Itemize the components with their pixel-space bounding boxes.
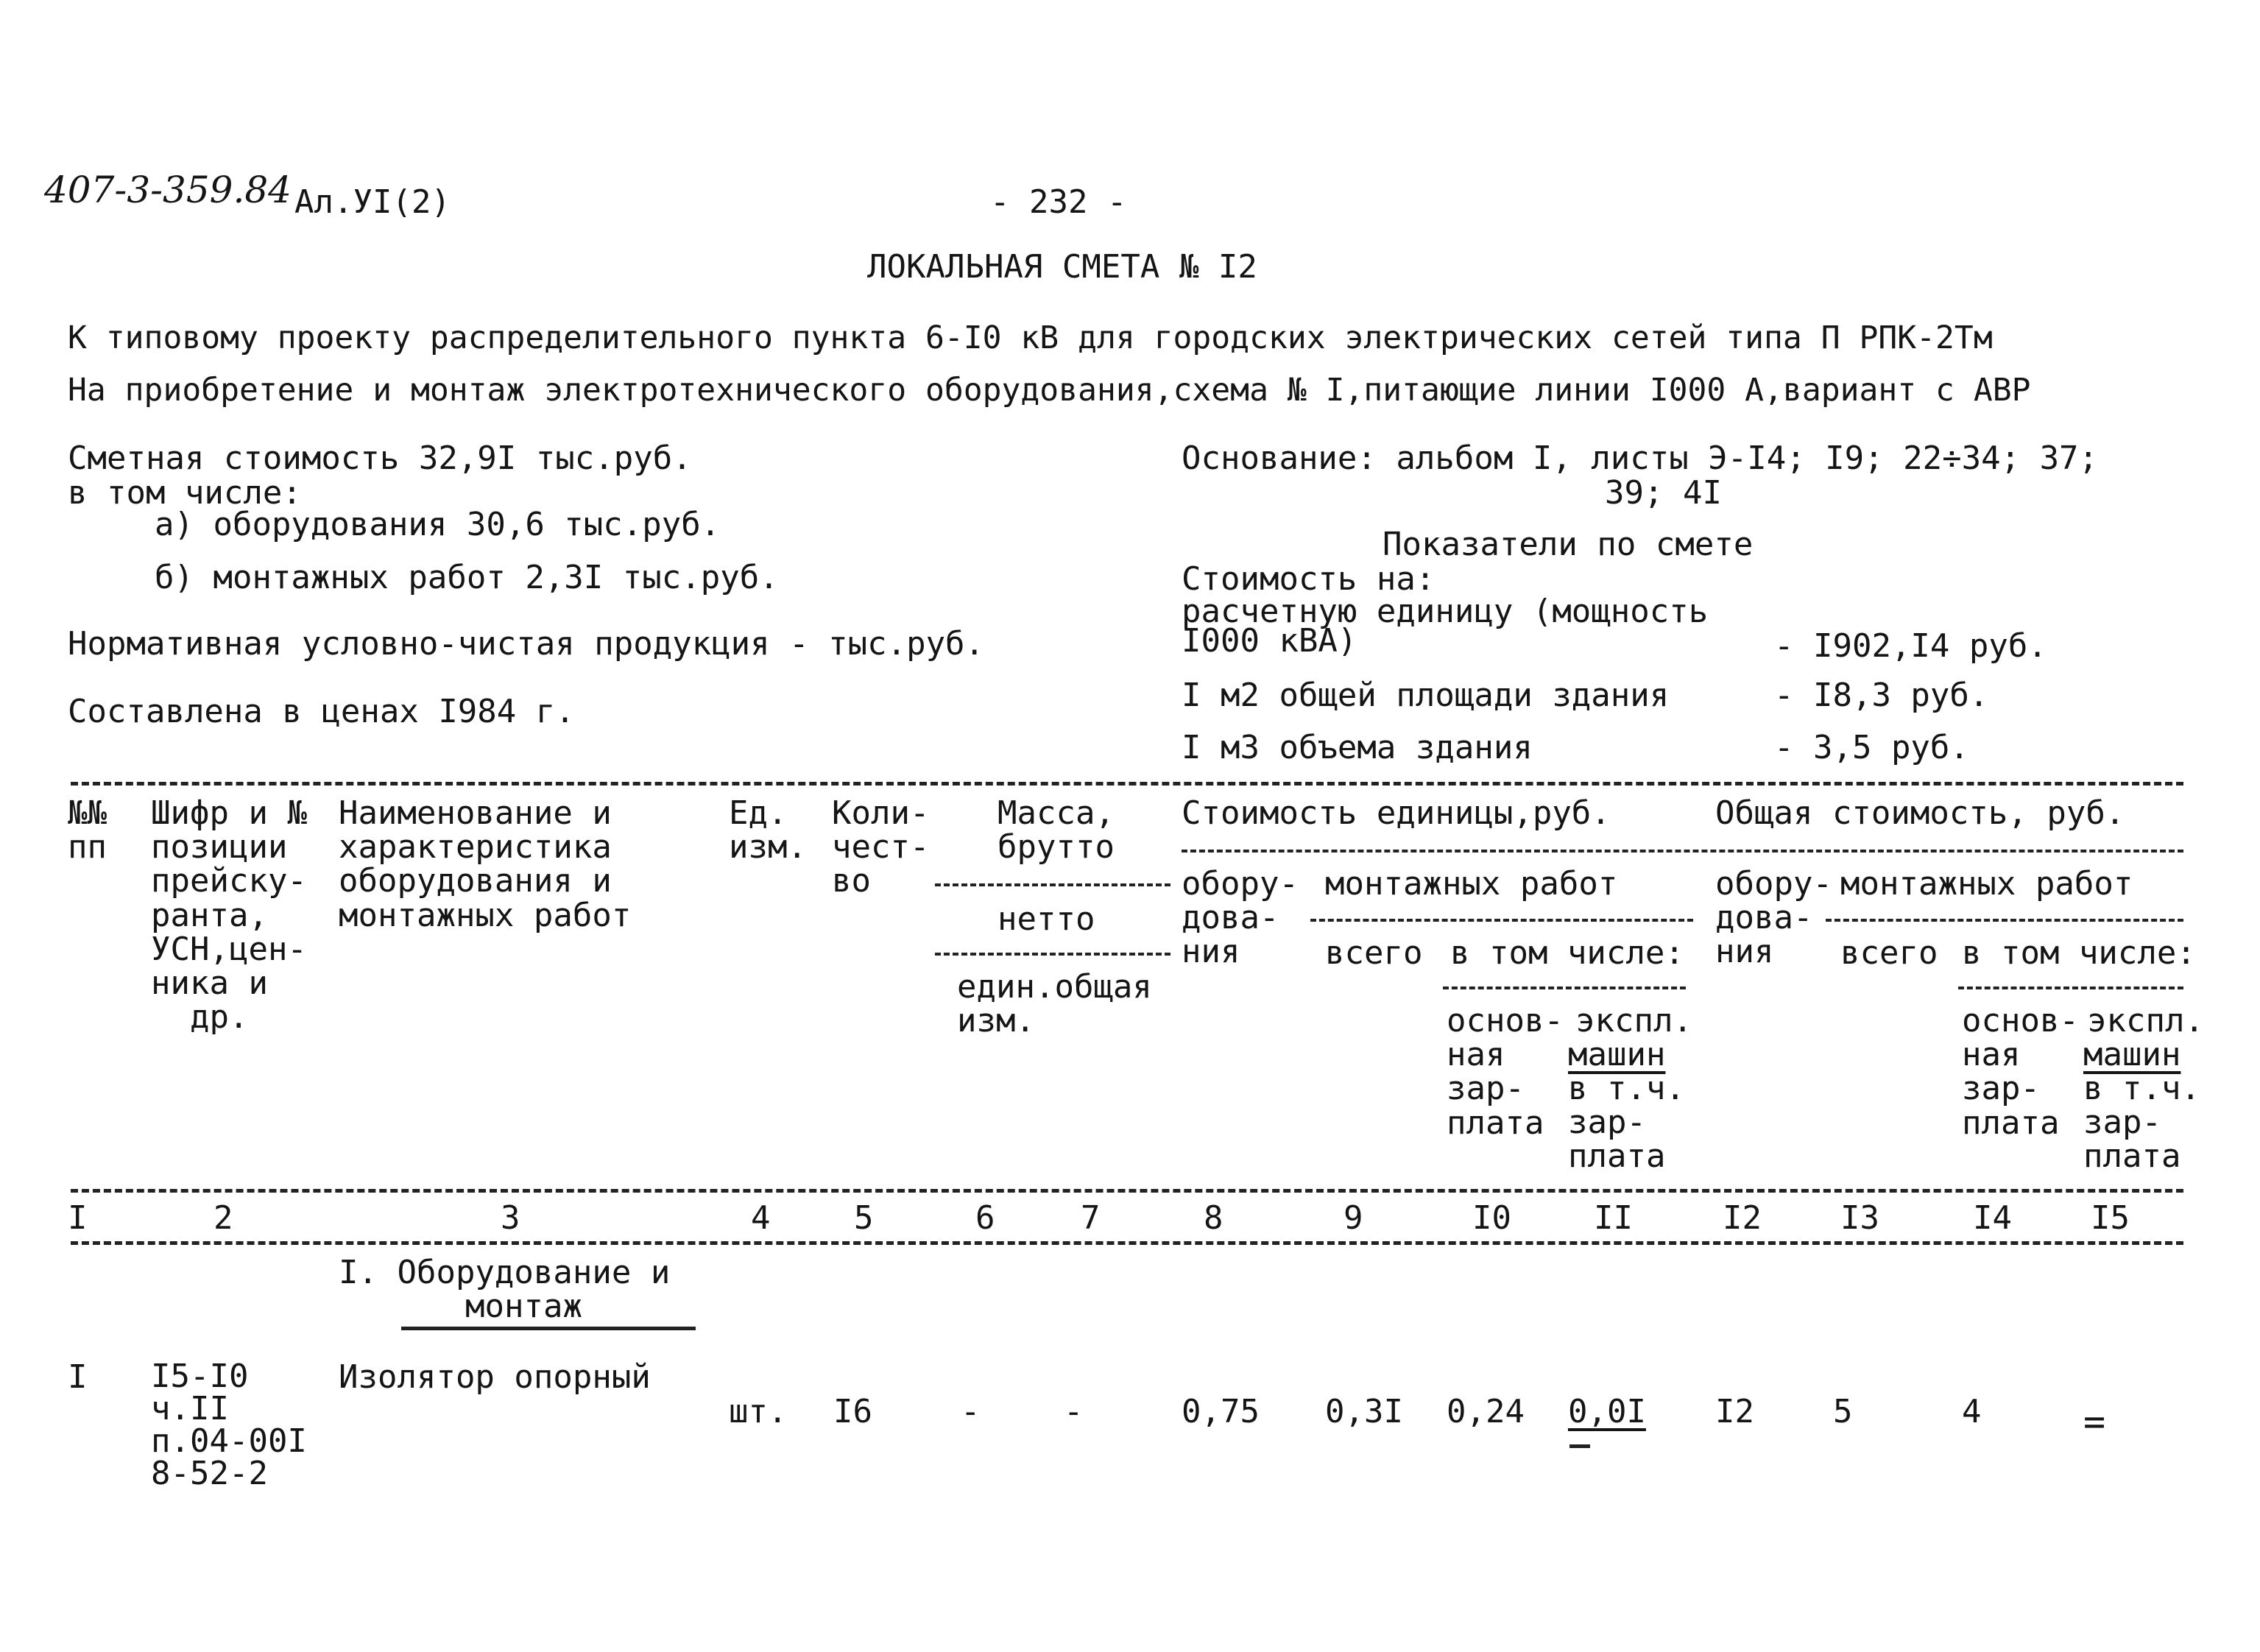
header-incl-unit: в том числе: xyxy=(1450,934,1684,972)
row-machines-dash xyxy=(1569,1444,1590,1448)
netto-divider xyxy=(935,953,1170,956)
subtitle-line-1: К типовому проекту распределительного пункта 6-I0 кВ для городских электрических сетей типа П РПК-2Тм xyxy=(68,320,1993,356)
document-title: ЛОКАЛЬНАЯ СМЕТА № I2 xyxy=(867,248,1257,286)
header-machines-label-unit: экспл. xyxy=(1575,1002,1692,1039)
table-top-rule xyxy=(71,782,2183,786)
installation-divider-total xyxy=(1826,919,2183,922)
column-number: I0 xyxy=(1472,1199,1511,1237)
column-number: I5 xyxy=(2091,1199,2130,1237)
header-wage-unit: основ- ная зар- плата xyxy=(1447,1002,1564,1142)
row-wage-total: 4 xyxy=(1962,1393,1982,1430)
header-code: Шифр и № позиции прейску- ранта, УСН,цен- ника и др. xyxy=(151,794,307,1037)
header-installation-total: монтажных работ xyxy=(1840,865,2133,903)
header-machines-rest-total: в т.ч. зар- плата xyxy=(2083,1070,2200,1176)
header-machines-label-total: экспл. xyxy=(2087,1002,2204,1039)
volume-value: - 3,5 руб. xyxy=(1774,729,1969,766)
cost-per-label: Стоимость на: xyxy=(1182,560,1436,598)
row-unit: шт. xyxy=(729,1393,788,1430)
column-number: 7 xyxy=(1081,1199,1101,1237)
column-number: 6 xyxy=(975,1199,995,1237)
header-machines-rest-unit: в т.ч. зар- плата xyxy=(1568,1070,1685,1176)
header-mass-unit: един.общая изм. xyxy=(957,968,1152,1040)
section-title-sub: монтаж xyxy=(465,1288,582,1325)
column-number: 8 xyxy=(1204,1199,1223,1237)
column-number: I xyxy=(68,1199,88,1237)
row-equipment-unit: 0,75 xyxy=(1182,1393,1260,1430)
area-value: - I8,3 руб. xyxy=(1774,677,1989,714)
indicators-title: Показатели по смете xyxy=(1383,526,1754,563)
equipment-cost: а) оборудования 30,6 тыс.руб. xyxy=(155,506,721,543)
cost-divider xyxy=(1182,850,2183,853)
unit-value: - I902,I4 руб. xyxy=(1774,627,2047,665)
header-unit: Ед. изм. xyxy=(729,794,807,866)
row-wage: 0,24 xyxy=(1447,1393,1525,1430)
unit-label-2: I000 кВА) xyxy=(1182,622,1357,660)
row-installation-total: 5 xyxy=(1833,1393,1853,1430)
column-number: I4 xyxy=(1973,1199,2012,1237)
section-title-underline xyxy=(401,1327,696,1330)
row-installation-all: 0,3I xyxy=(1325,1393,1403,1430)
basis-line-2: 39; 4I xyxy=(1605,474,1722,512)
section-title: I. Оборудование и xyxy=(339,1254,671,1291)
incl-divider-unit xyxy=(1443,986,1686,989)
header-unit-cost: Стоимость единицы,руб. xyxy=(1182,794,1611,832)
row-mass-total: - xyxy=(1064,1393,1084,1430)
installation-cost: б) монтажных работ 2,3I тыс.руб. xyxy=(155,559,779,596)
handwritten-code: 407-3-359.84 xyxy=(44,169,292,211)
subtitle-line-2: На приобретение и монтаж электротехнического оборудования,схема № I,питающие линии I000 А,вариант с АВР xyxy=(68,372,2031,409)
header-equipment-total: обору- дова- ния xyxy=(1715,865,1832,971)
header-mass: Масса, брутто xyxy=(997,794,1115,866)
page-number: - 232 - xyxy=(990,183,1127,221)
header-name: Наименование и характеристика оборудования и монтажных работ xyxy=(339,794,632,934)
row-mass-unit: - xyxy=(961,1393,981,1430)
basis-line-1: Основание: альбом I, листы Э-I4; I9; 22÷34; 37; xyxy=(1182,440,2099,477)
area-label: I м2 общей площади здания xyxy=(1182,677,1670,714)
installation-divider-unit xyxy=(1310,919,1693,922)
header-netto: нетто xyxy=(997,900,1095,938)
row-machines: 0,0I xyxy=(1568,1393,1646,1430)
header-equipment-unit: обору- дова- ния xyxy=(1182,865,1299,971)
column-numbers-rule xyxy=(71,1241,2183,1245)
row-quantity: I6 xyxy=(833,1393,872,1430)
album-reference: Ал.УI(2) xyxy=(294,183,451,221)
row-equipment-total: I2 xyxy=(1715,1393,1754,1430)
column-number: 9 xyxy=(1343,1199,1363,1237)
column-number: 4 xyxy=(751,1199,771,1237)
normative-production: Нормативная условно-чистая продукция - тыс.руб. xyxy=(68,625,985,663)
header-machines-unit: машин xyxy=(1568,1036,1666,1073)
row-name: Изолятор опорный xyxy=(339,1358,651,1396)
header-bottom-rule xyxy=(71,1189,2183,1193)
including-label: в том числе: xyxy=(68,474,302,512)
header-all-total: всего xyxy=(1840,934,1938,972)
column-number: II xyxy=(1594,1199,1633,1237)
header-installation-unit: монтажных работ xyxy=(1325,865,1618,903)
prices-year: Составлена в ценах I984 г. xyxy=(68,693,575,730)
header-wage-total: основ- ная зар- плата xyxy=(1962,1002,2079,1142)
column-number: I2 xyxy=(1723,1199,1762,1237)
mass-divider xyxy=(935,883,1170,886)
header-incl-total: в том числе: xyxy=(1962,934,2196,972)
header-row-number: №№ пп xyxy=(68,794,107,866)
column-number: 5 xyxy=(854,1199,874,1237)
column-number: 3 xyxy=(501,1199,520,1237)
estimated-cost: Сметная стоимость 32,9I тыс.руб. xyxy=(68,440,692,477)
header-all-unit: всего xyxy=(1325,934,1423,972)
header-total-cost: Общая стоимость, руб. xyxy=(1715,794,2125,832)
volume-label: I м3 объема здания xyxy=(1182,729,1533,766)
header-machines-total: машин xyxy=(2083,1036,2181,1073)
incl-divider-total xyxy=(1958,986,2183,989)
unit-label-1: расчетную единицу (мощность xyxy=(1182,593,1709,630)
row-machines-total: = xyxy=(2083,1400,2106,1443)
row-number: I xyxy=(68,1358,88,1396)
row-code: I5-I0 ч.II п.04-00I 8-52-2 xyxy=(151,1358,307,1492)
column-number: I3 xyxy=(1840,1199,1879,1237)
column-number: 2 xyxy=(213,1199,233,1237)
header-quantity: Коли- чест- во xyxy=(832,794,930,900)
